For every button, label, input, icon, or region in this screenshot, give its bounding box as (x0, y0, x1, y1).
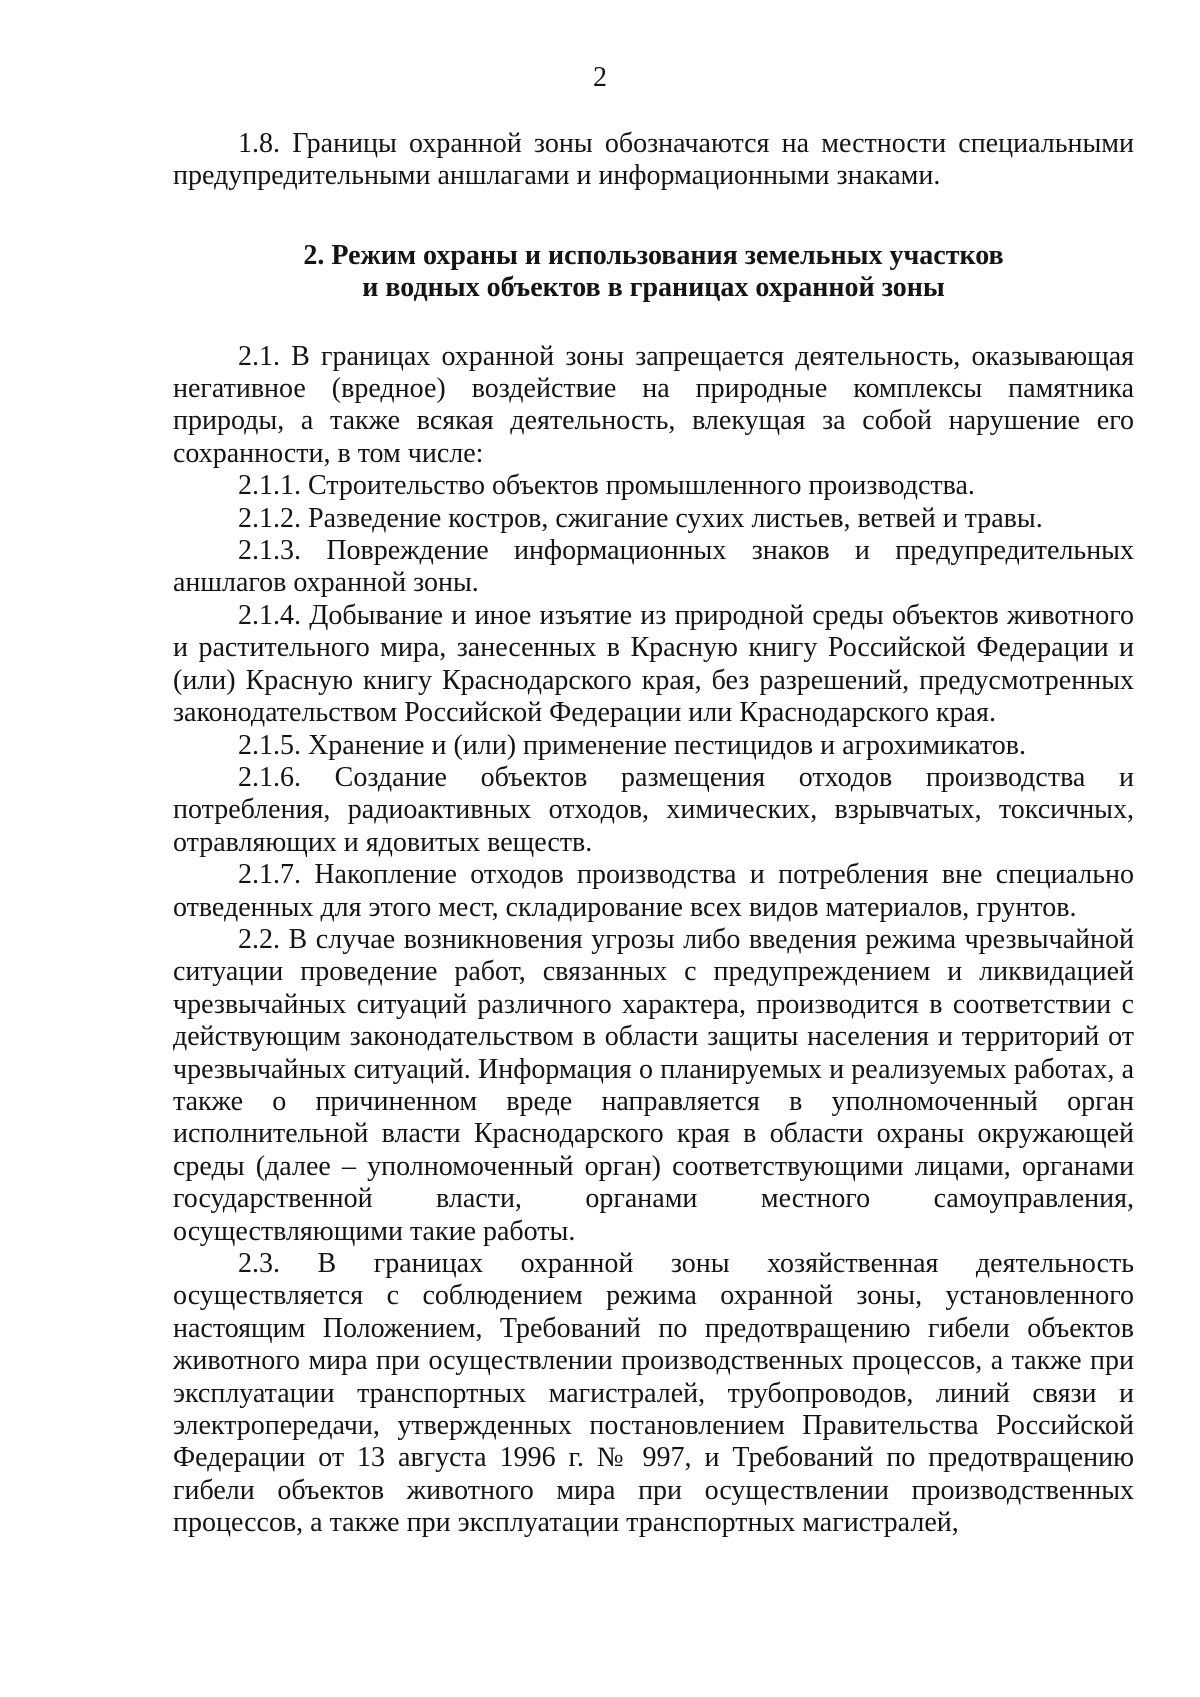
paragraph-2-1-5: 2.1.5. Хранение и (или) применение пестицидов и агрохимикатов. (238, 729, 1027, 761)
section-heading-line-1: 2. Режим охраны и использования земельных участков (303, 239, 1004, 271)
paragraph-2-1-7: 2.1.7. Накопление отходов производства и потребления вне специально отведенных для этого мест, складирование всех видов материалов, грунтов. (173, 859, 1134, 923)
page-number: 2 (593, 62, 607, 93)
paragraph-2-1-3: 2.1.3. Повреждение информационных знаков и предупредительных аншлагов охранной зоны. (173, 535, 1134, 599)
section-heading-line-2: и водных объектов в границах охранной зоны (362, 272, 945, 304)
section-heading (173, 240, 1134, 305)
paragraph-2-2: 2.2. В случае возникновения угрозы либо введения режима чрезвычайной ситуации проведение работ, связанных с предупреждением и ликвидацией чрезвычайных ситуаций различного характера, производится в соответствии с действующим законодательством в области защиты населения и территорий от чрезвычайных ситуаций. Информация о планируемых и реализуемых работах, а также о причиненном вреде направляется в уполномоченный орган исполнительной власти Краснодарского края в области охраны окружающей среды (далее – уполномоченный орган) соответствующими лицами, органами государственной власти, органами местного самоуправления, осуществляющими такие работы. (173, 923, 1134, 1247)
document-body (173, 128, 1134, 1540)
paragraph-2-1: 2.1. В границах охранной зоны запрещается деятельность, оказывающая негативное (вредное) воздействие на природные комплексы памятника природы, а также всякая деятельность, влекущая за собой нарушение его сохранности, в том числе: (173, 340, 1134, 469)
paragraph-2-3: 2.3. В границах охранной зоны хозяйственная деятельность осуществляется с соблюдением режима охранной зоны, установленного настоящим Положением, Требований по предотвращению гибели объектов животного мира при осуществлении производственных процессов, а также при эксплуатации транспортных магистралей, трубопроводов, линий связи и электропередачи, утвержденных постановлением Правительства Российской Федерации от 13 августа 1996 г. № 997, и Требований по предотвращению гибели объектов животного мира при осуществлении производственных процессов, а также при эксплуатации транспортных магистралей, (173, 1248, 1134, 1539)
paragraph-2-1-6: 2.1.6. Создание объектов размещения отходов производства и потребления, радиоактивных отходов, химических, взрывчатых, токсичных, отравляющих и ядовитых веществ. (173, 761, 1134, 858)
paragraph-1-8: 1.8. Границы охранной зоны обозначаются на местности специальными предупредительными аншлагами и информационными знаками. (173, 128, 1134, 192)
paragraph-2-1-4: 2.1.4. Добывание и иное изъятие из природной среды объектов животного и растительного мира, занесенных в Красную книгу Российской Федерации и (или) Красную книгу Краснодарского края, без разрешений, предусмотренных законодательством Российской Федерации или Краснодарского края. (173, 599, 1134, 729)
paragraph-2-1-1: 2.1.1. Строительство объектов промышленного производства. (238, 470, 975, 502)
paragraph-2-1-2: 2.1.2. Разведение костров, сжигание сухих листьев, ветвей и травы. (238, 502, 1043, 534)
